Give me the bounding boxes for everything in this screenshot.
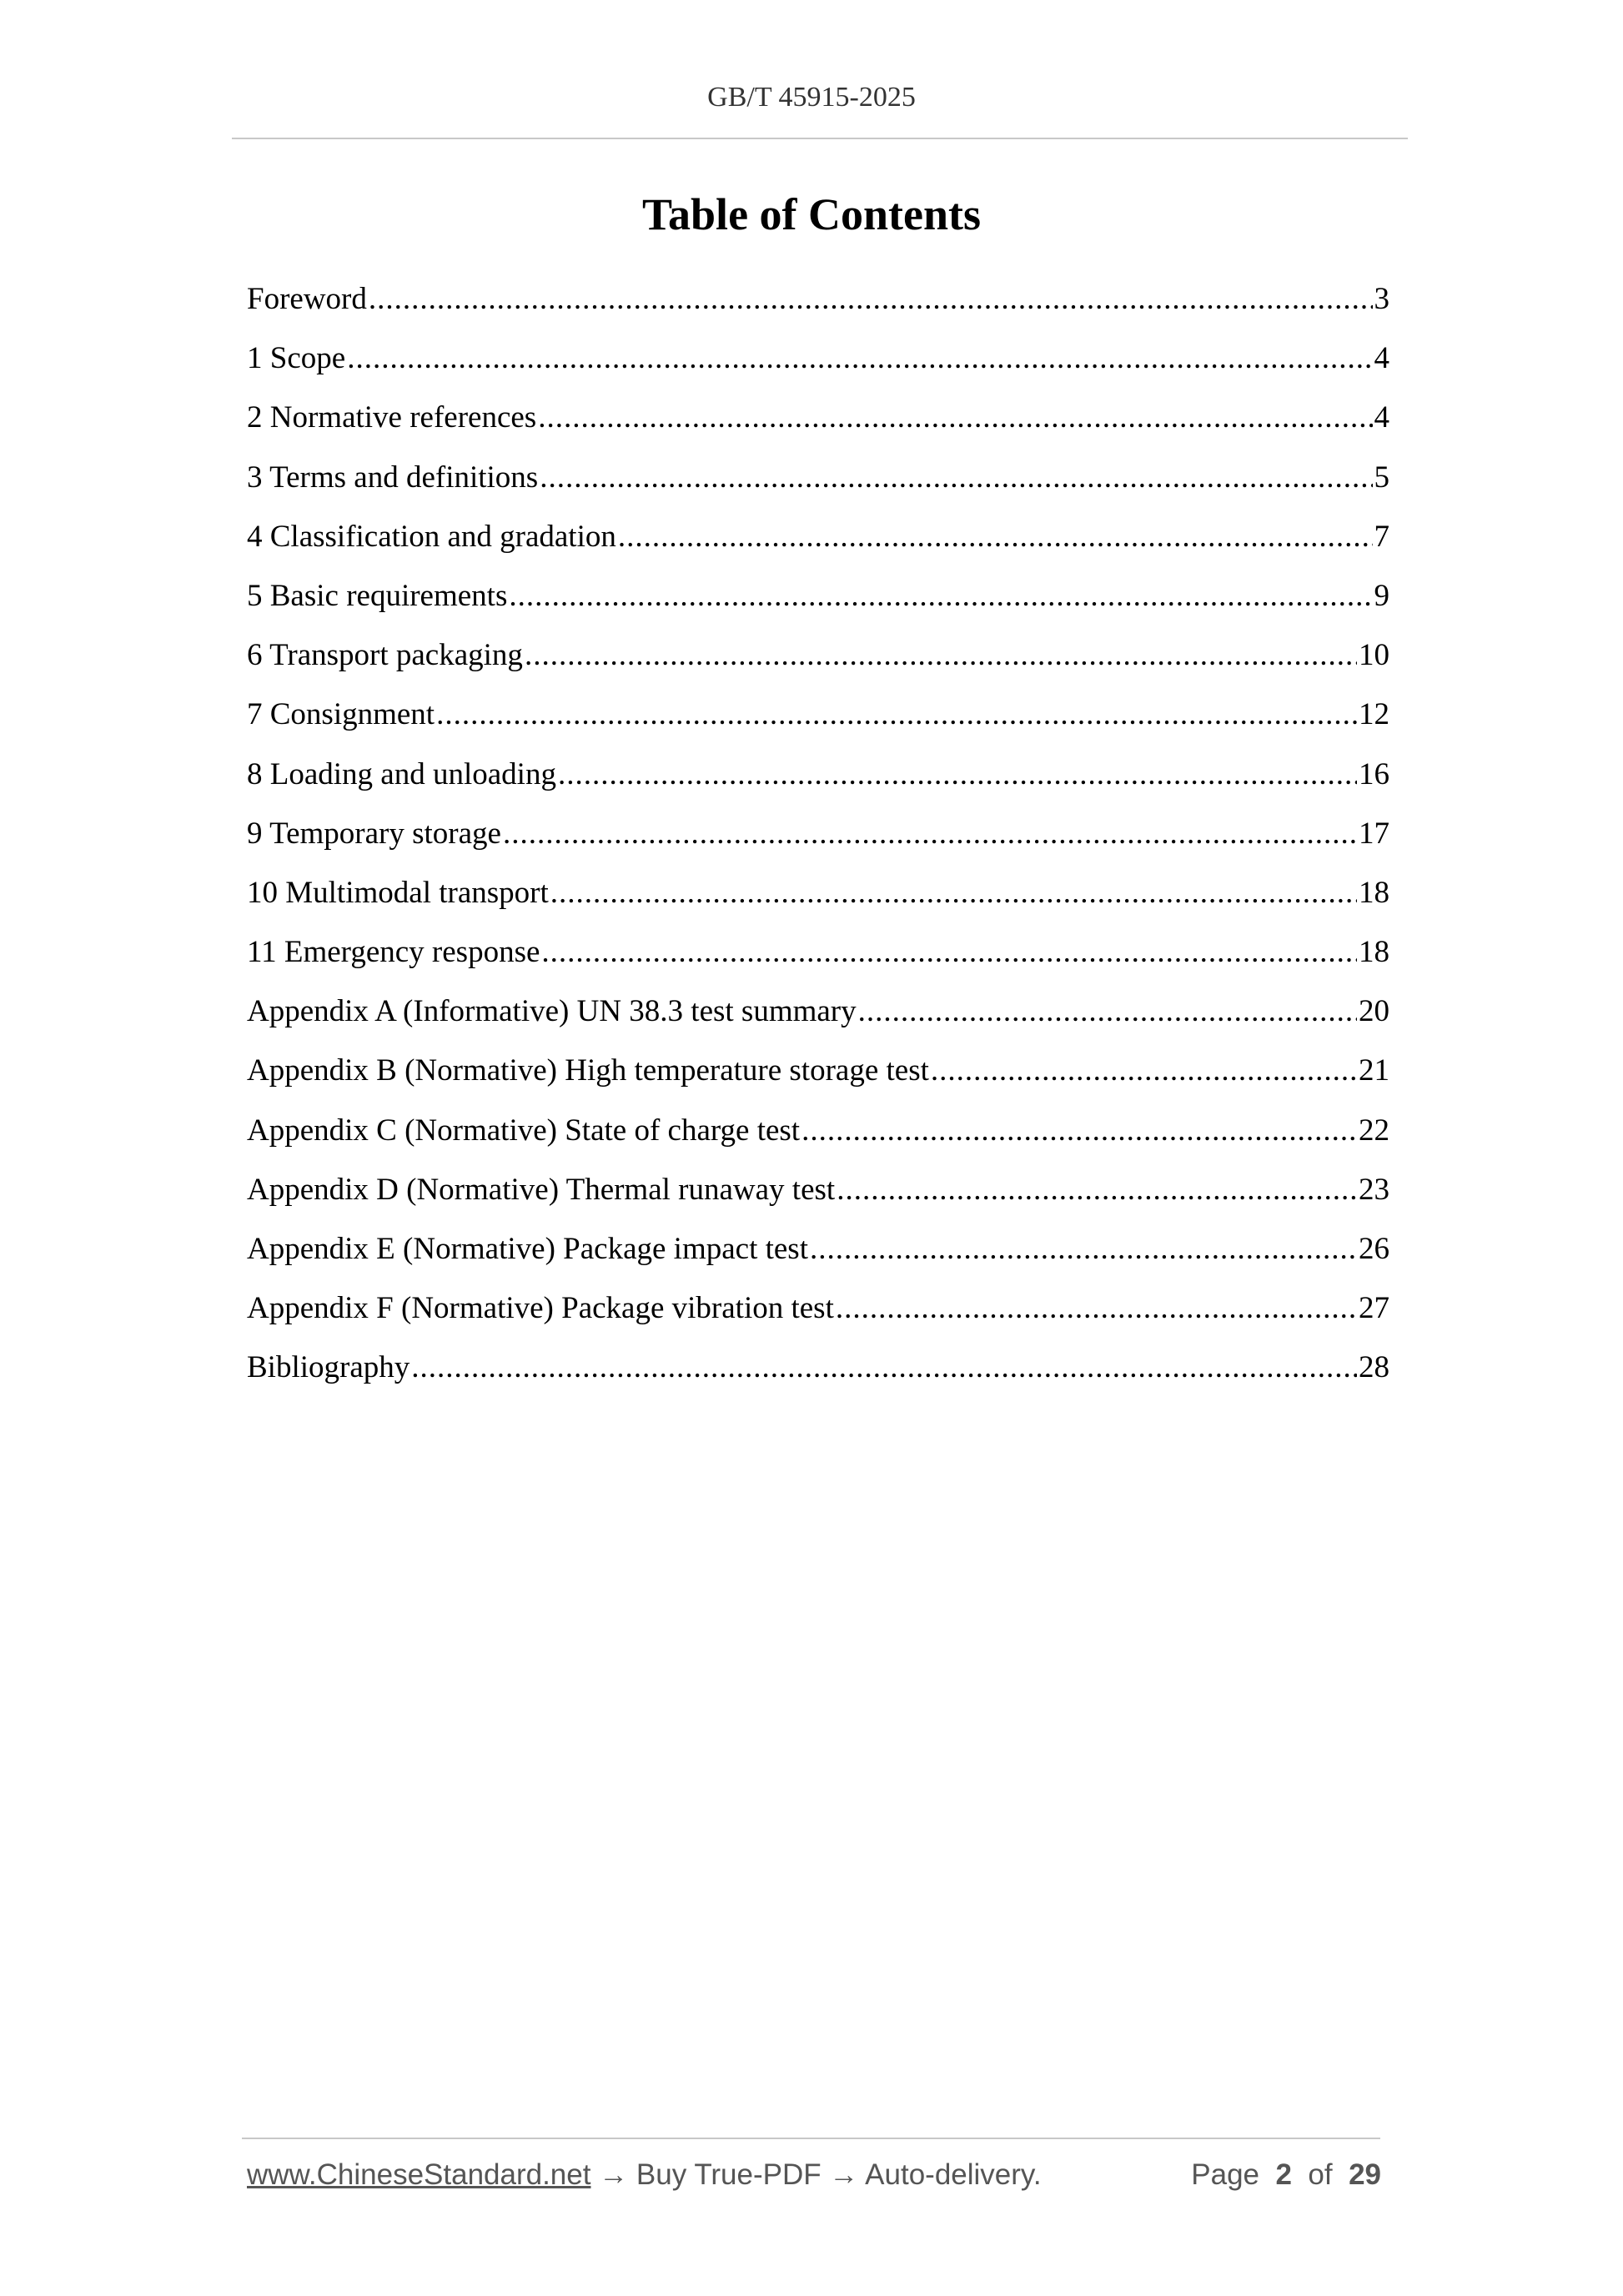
toc-entry-label: 9 Temporary storage <box>247 816 501 851</box>
toc-entry-label: 4 Classification and gradation <box>247 519 616 554</box>
toc-entry-label: 8 Loading and unloading <box>247 756 556 791</box>
toc-entry[interactable] <box>247 987 1389 1047</box>
toc-entry[interactable] <box>247 454 1389 513</box>
toc-entry-page: 16 <box>1359 756 1389 791</box>
toc-entry-page: 28 <box>1359 1350 1389 1385</box>
toc-leader-dots <box>837 1166 1357 1214</box>
toc-entry-label: Foreword <box>247 282 367 316</box>
toc-entry-label: Appendix F (Normative) Package vibration test <box>247 1291 834 1326</box>
toc-leader-dots <box>538 394 1372 442</box>
toc-entry-label: Appendix A (Informative) UN 38.3 test summary <box>247 994 857 1029</box>
page-total: 29 <box>1349 2158 1381 2191</box>
toc-leader-dots <box>618 513 1373 561</box>
header-divider <box>232 138 1408 139</box>
toc-entry[interactable] <box>247 1047 1389 1106</box>
toc-entry-label: 10 Multimodal transport <box>247 875 549 910</box>
footer-promo <box>247 2158 1042 2192</box>
toc-leader-dots <box>411 1344 1357 1392</box>
toc-entry-page: 4 <box>1374 400 1389 435</box>
toc-entry-page: 3 <box>1374 282 1389 316</box>
toc-leader-dots <box>436 691 1357 739</box>
toc-entry-page: 22 <box>1359 1113 1389 1148</box>
toc-entry-label: 11 Emergency response <box>247 935 540 970</box>
toc-leader-dots <box>858 987 1357 1036</box>
toc-entry-page: 17 <box>1359 816 1389 851</box>
toc-entry[interactable] <box>247 513 1389 572</box>
toc-entry-page: 4 <box>1374 341 1389 376</box>
toc-entry-page: 18 <box>1359 875 1389 910</box>
toc-leader-dots <box>836 1284 1357 1333</box>
toc-entry[interactable] <box>247 751 1389 810</box>
page-indicator <box>1191 2158 1381 2192</box>
toc-leader-dots <box>810 1225 1357 1274</box>
toc-leader-dots <box>347 334 1372 383</box>
toc-leader-dots <box>540 454 1372 502</box>
toc-leader-dots <box>558 751 1357 799</box>
toc-entry[interactable] <box>247 1166 1389 1225</box>
toc-entry[interactable] <box>247 869 1389 928</box>
toc-entry-label: Appendix B (Normative) High temperature storage test <box>247 1053 929 1088</box>
toc-leader-dots <box>931 1047 1357 1095</box>
page-current: 2 <box>1275 2158 1292 2191</box>
toc-entry-page: 5 <box>1374 460 1389 495</box>
page-prefix: Page <box>1191 2158 1260 2191</box>
footer-tagline: → Buy True-PDF → Auto-delivery. <box>590 2158 1042 2191</box>
toc-entry-label: Appendix D (Normative) Thermal runaway test <box>247 1172 836 1207</box>
toc-entry[interactable] <box>247 810 1389 869</box>
toc-entry-label: 5 Basic requirements <box>247 578 508 613</box>
page-footer <box>247 2158 1381 2200</box>
toc-entry[interactable] <box>247 394 1389 453</box>
toc-leader-dots <box>541 928 1357 977</box>
toc-entry[interactable] <box>247 631 1389 691</box>
toc-entry[interactable] <box>247 1225 1389 1284</box>
toc-leader-dots <box>801 1107 1357 1155</box>
toc-entry-label: Appendix C (Normative) State of charge test <box>247 1113 801 1148</box>
toc-entry[interactable] <box>247 1284 1389 1344</box>
page-sep: of <box>1308 2158 1333 2191</box>
toc-entry-page: 27 <box>1359 1291 1389 1326</box>
toc-entry-page: 23 <box>1359 1172 1389 1207</box>
running-header: GB/T 45915-2025 <box>707 82 916 113</box>
toc-entry[interactable] <box>247 1107 1389 1166</box>
toc-entry[interactable] <box>247 572 1389 631</box>
toc-leader-dots <box>503 810 1357 858</box>
toc-entry[interactable] <box>247 928 1389 987</box>
website-link[interactable]: www.ChineseStandard.net <box>247 2158 591 2191</box>
toc-entry-label: 1 Scope <box>247 341 346 376</box>
toc-entry-page: 20 <box>1359 994 1389 1029</box>
toc-entry-page: 10 <box>1359 638 1389 673</box>
toc-entry-label: 2 Normative references <box>247 400 537 435</box>
toc-entry-label: Appendix E (Normative) Package impact test <box>247 1232 808 1266</box>
toc-entry-page: 18 <box>1359 935 1389 970</box>
toc-entry[interactable] <box>247 334 1389 394</box>
toc-leader-dots <box>369 275 1373 324</box>
toc-entry-label: 7 Consignment <box>247 697 435 732</box>
toc-leader-dots <box>509 572 1372 620</box>
toc-title: Table of Contents <box>641 189 982 239</box>
footer-divider <box>242 2138 1380 2139</box>
toc-entry[interactable] <box>247 275 1389 334</box>
toc-entry-page: 12 <box>1359 697 1389 732</box>
toc-entry-label: 6 Transport packaging <box>247 638 523 673</box>
toc-entry-page: 7 <box>1374 519 1389 554</box>
toc-entry-page: 21 <box>1359 1053 1389 1088</box>
toc-entry-page: 26 <box>1359 1232 1389 1266</box>
toc-entry-label: Bibliography <box>247 1350 410 1385</box>
toc-entry[interactable] <box>247 691 1389 750</box>
toc-leader-dots <box>525 631 1357 680</box>
toc-entry-label: 3 Terms and definitions <box>247 460 539 495</box>
toc-list <box>247 275 1389 1404</box>
toc-entry-page: 9 <box>1374 578 1389 613</box>
toc-leader-dots <box>550 869 1357 917</box>
toc-entry[interactable] <box>247 1344 1389 1403</box>
